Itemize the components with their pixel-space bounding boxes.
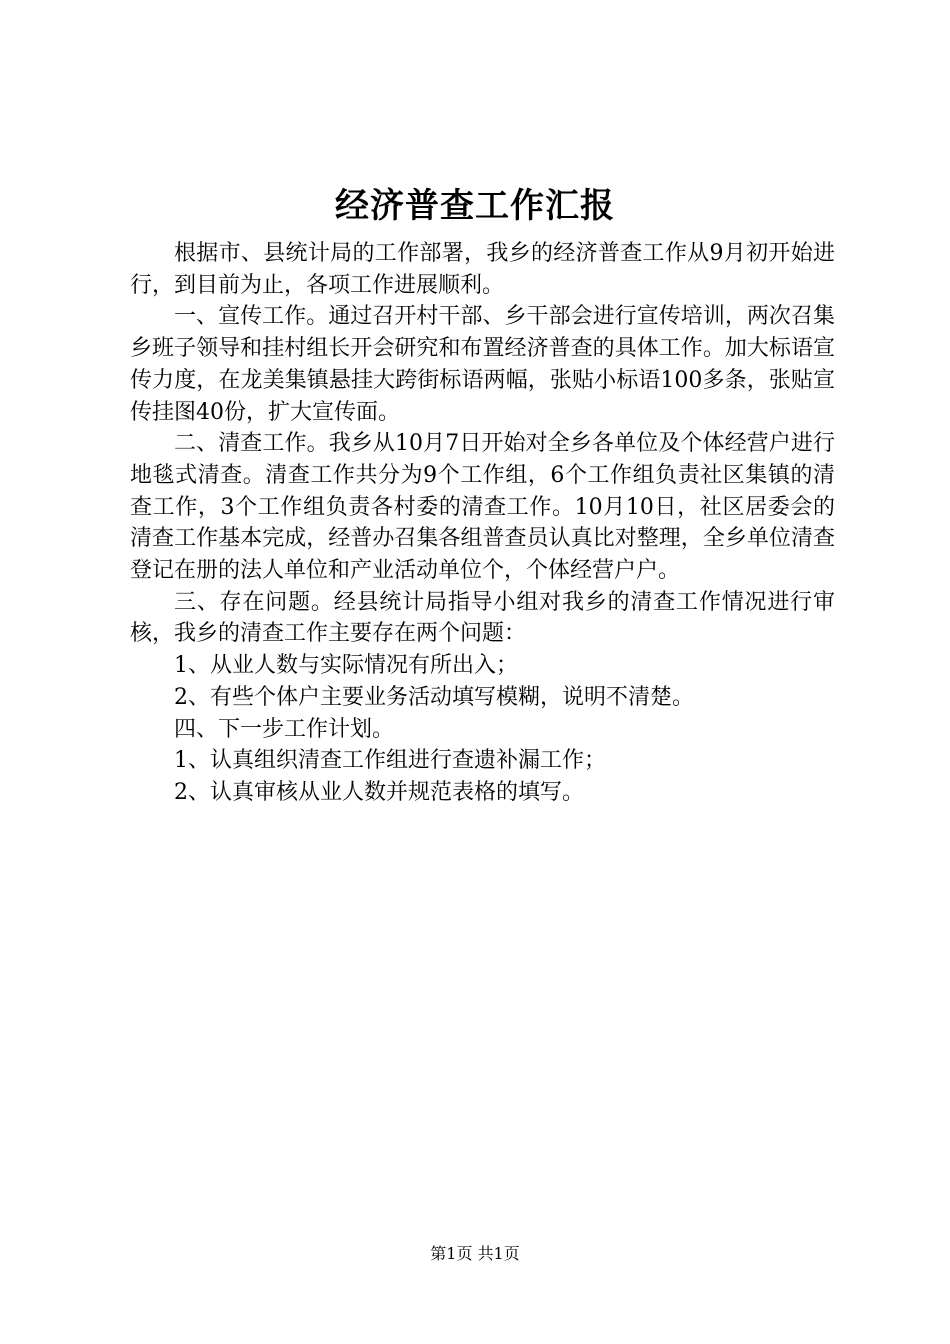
- paragraph-problems: 三、存在问题。经县统计局指导小组对我乡的清查工作情况进行审核，我乡的清查工作主要存在两个问题：: [130, 589, 835, 647]
- paragraph-intro: 根据市、县统计局的工作部署，我乡的经济普查工作从9月初开始进行，到目前为止，各项工作进展顺利。: [130, 241, 835, 298]
- document-title: 经济普查工作汇报: [335, 186, 615, 226]
- paragraph-next-plan: 四、下一步工作计划。: [174, 716, 395, 742]
- paragraph-publicity: 一、宣传工作。通过召开村干部、乡干部会进行宣传培训，两次召集乡班子领导和挂村组长开会研究和布置经济普查的具体工作。加大标语宣传力度，在龙美集镇悬挂大跨街标语两幅，张贴小标语100多条，张贴宣传挂图40份，扩大宣传面。: [130, 304, 835, 425]
- paragraph-plan-2: 2、认真审核从业人数并规范表格的填写。: [174, 779, 584, 805]
- page-footer: 第1页 共1页: [430, 1244, 520, 1263]
- document-body: [130, 238, 835, 809]
- paragraph-plan-1: 1、认真组织清查工作组进行查遗补漏工作；: [174, 748, 606, 774]
- paragraph-inspection: 二、清查工作。我乡从10月7日开始对全乡各单位及个体经营户进行地毯式清查。清查工作共分为9个工作组，6个工作组负责社区集镇的清查工作，3个工作组负责各村委的清查工作。10月10日，社区居委会的清查工作基本完成，经普办召集各组普查员认真比对整理，全乡单位清查登记在册的法人单位和产业活动单位个，个体经营户户。: [130, 431, 835, 584]
- paragraph-problem-1: 1、从业人数与实际情况有所出入；: [174, 653, 518, 679]
- paragraph-problem-2: 2、有些个体户主要业务活动填写模糊，说明不清楚。: [174, 684, 694, 710]
